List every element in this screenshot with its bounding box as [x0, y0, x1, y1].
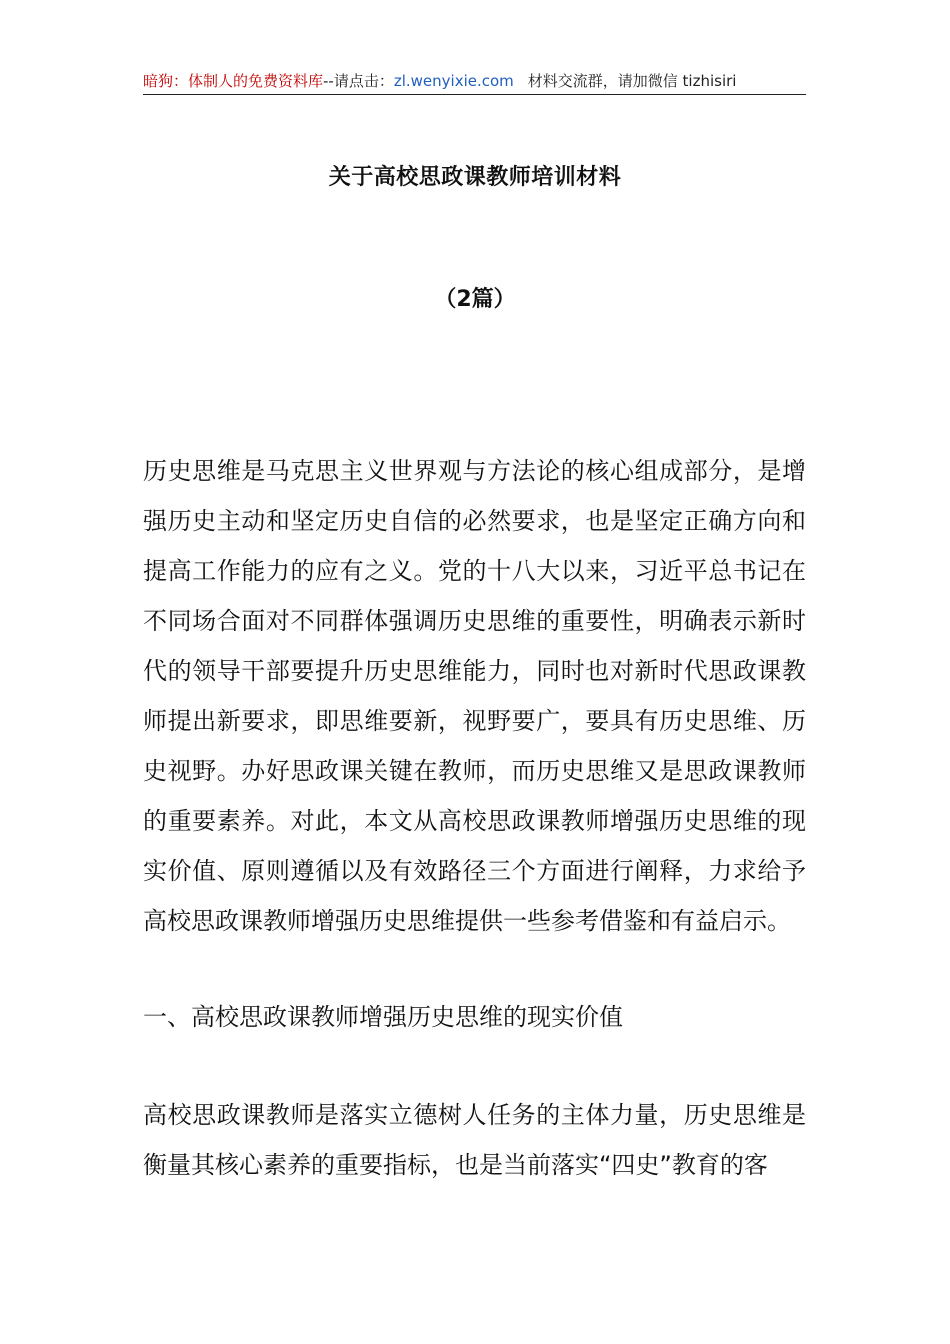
document-title: 关于高校思政课教师培训材料 — [328, 165, 622, 190]
header-brand: 暗狗：体制人的免费资料库 — [143, 72, 324, 90]
header-prompt: --请点击： — [323, 72, 394, 90]
document-subtitle: （2篇） — [434, 287, 516, 312]
section-heading: 一、高校思政课教师增强历史思维的现实价值 — [143, 1003, 623, 1031]
body-paragraph: 历史思维是马克思主义世界观与方法论的核心组成部分，是增强历史主动和坚定历史自信的必然要求，也是坚定正确方向和提高工作能力的应有之义。党的十八大以来，习近平总书记在不同场合面对不同群体强调历史思维的重要性，明确表示新时代的领导干部要提升历史思维能力，同时也对新时代思政课教师提出新要求，即思维要新，视野要广，要具有历史思维、历史视野。办好思政课关键在教师，而历史思维又是思政课教师的重要素养。对此，本文从高校思政课教师增强历史思维的现实价值、原则遵循以及有效路径三个方面进行阐释，力求给予高校思政课教师增强历史思维提供一些参考借鉴和有益启示。 — [143, 457, 806, 935]
header-divider — [143, 94, 806, 95]
page-header — [143, 70, 806, 92]
header-link[interactable]: zl.wenyixie.com — [393, 72, 514, 90]
header-group-info: 材料交流群，请加微信 tizhisiri — [527, 72, 737, 90]
body-paragraph: 高校思政课教师是落实立德树人任务的主体力量，历史思维是衡量其核心素养的重要指标，也是当前落实“四史”教育的客 — [143, 1101, 806, 1179]
